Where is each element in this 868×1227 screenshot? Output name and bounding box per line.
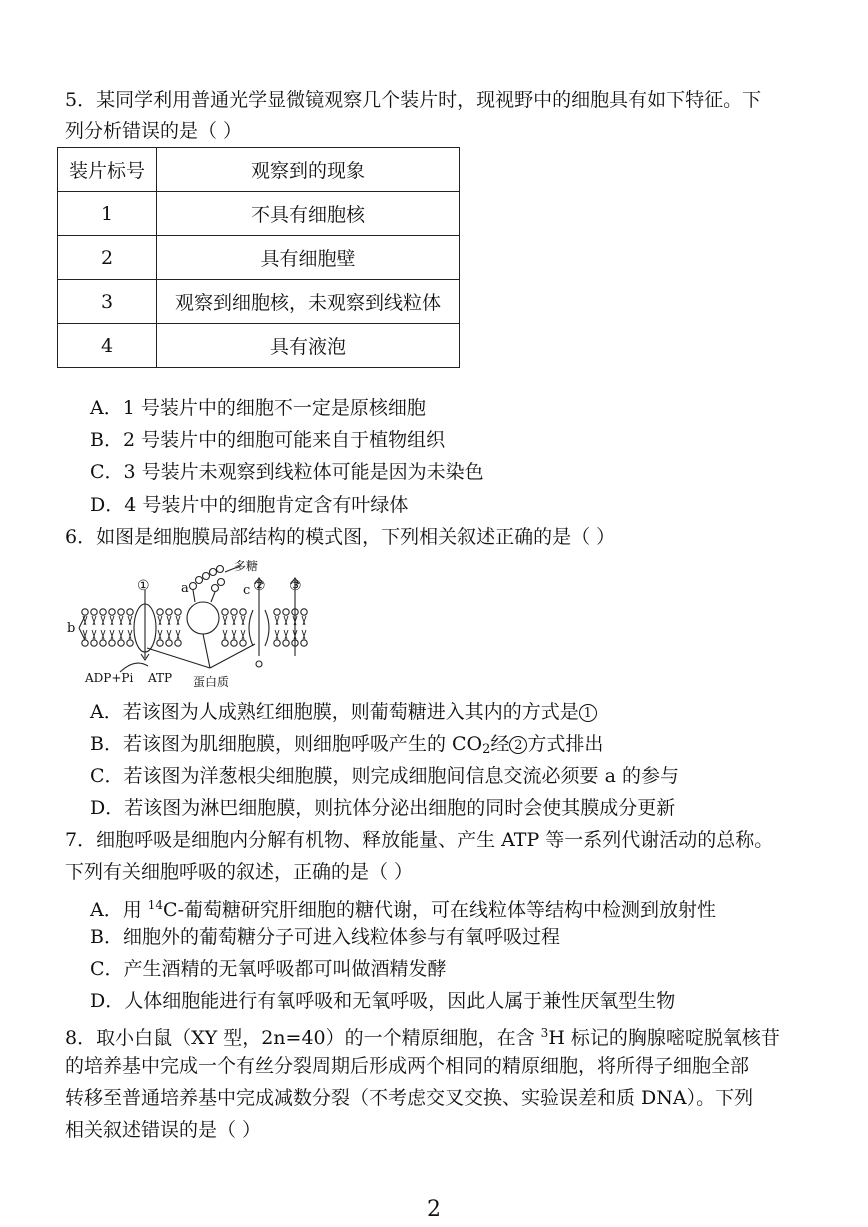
q8-line4: 相关叙述错误的是（ ） [65, 1119, 262, 1141]
q6-option-b-post: 方式排出 [527, 733, 604, 755]
q6-stem: 6．如图是细胞膜局部结构的模式图，下列相关叙述正确的是（ ） [65, 526, 616, 548]
q5-option-d: D．4 号装片中的细胞肯定含有叶绿体 [90, 494, 409, 516]
glycoprotein-a [187, 602, 219, 634]
label-a: a [181, 581, 189, 596]
q5-option-b: B．2 号装片中的细胞可能来自于植物组织 [90, 429, 446, 451]
q8-line2: 的培养基中完成一个有丝分裂周期后形成两个相同的精原细胞，将所得子细胞全部 [65, 1055, 750, 1077]
cell-membrane-diagram [65, 560, 325, 688]
table-cell: 观察到细胞核，未观察到线粒体 [157, 280, 460, 324]
q8-line1 [65, 1021, 780, 1050]
table-cell: 2 [58, 236, 157, 280]
circled-number-1: 1 [579, 704, 597, 722]
label-adp: ADP+Pi [85, 671, 134, 685]
label-3: ③ [289, 578, 302, 594]
polysaccharide-chain [190, 566, 225, 592]
q8-line3: 转移至普通培养基中完成减数分裂（不考虑交叉交换、实验误差和质 DNA）。下列 [65, 1087, 754, 1109]
table-cell: 1 [58, 192, 157, 236]
table-header-cell: 装片标号 [58, 148, 157, 192]
q6-option-a [90, 700, 597, 724]
q7-option-b: B．细胞外的葡萄糖分子可进入线粒体参与有氧呼吸过程 [90, 926, 560, 948]
label-atp: ATP [148, 671, 173, 685]
q8-line1-post: H 标记的胸腺嘧啶脱氧核苷 [548, 1027, 780, 1049]
q6-option-b [90, 732, 603, 762]
q7-option-a-text: A．用 [90, 899, 148, 921]
q7-stem-line1: 7．细胞呼吸是细胞内分解有机物、释放能量、产生 ATP 等一系列代谢活动的总称。 [65, 829, 774, 851]
q5-stem-line1: 5．某同学利用普通光学显微镜观察几个装片时，现视野中的细胞具有如下特征。下 [65, 89, 762, 111]
table-row [58, 324, 460, 368]
table-cell: 4 [58, 324, 157, 368]
q7-option-c: C．产生酒精的无氧呼吸都可叫做酒精发酵 [90, 958, 447, 980]
superscript: 14 [147, 898, 164, 912]
subscript: 2 [482, 742, 491, 757]
q6-option-b-mid: 经 [490, 733, 510, 755]
table-header-cell: 观察到的现象 [157, 148, 460, 192]
label-1: ① [137, 578, 150, 594]
table-row [58, 192, 460, 236]
table-cell: 具有液泡 [157, 324, 460, 368]
label-b: b [67, 621, 76, 636]
q5-stem-line2: 列分析错误的是（ ） [65, 120, 243, 142]
q8-line1-text: 8．取小白鼠（XY 型，2n=40）的一个精原细胞，在含 [65, 1027, 541, 1049]
q5-option-a: A．1 号装片中的细胞不一定是原核细胞 [90, 397, 426, 419]
label-2: ② [253, 578, 266, 594]
q7-option-d: D．人体细胞能进行有氧呼吸和无氧呼吸，因此人属于兼性厌氧型生物 [90, 990, 676, 1012]
label-polysaccharide: 多糖 [234, 560, 259, 573]
phospholipid-heads-lower [82, 640, 307, 646]
q6-option-a-text: A．若该图为人成熟红细胞膜，则葡萄糖进入其内的方式是 [90, 701, 579, 723]
q7-option-a [90, 893, 716, 922]
table-row [58, 236, 460, 280]
label-c: c [243, 583, 251, 598]
table-cell: 具有细胞壁 [157, 236, 460, 280]
label-protein: 蛋白质 [193, 675, 230, 688]
q7-option-a-post: C-葡萄糖研究肝细胞的糖代谢，可在线粒体等结构中检测到放射性 [163, 899, 717, 921]
superscript: 3 [540, 1026, 549, 1040]
table-cell: 不具有细胞核 [157, 192, 460, 236]
q6-option-b-text: B．若该图为肌细胞膜，则细胞呼吸产生的 CO [90, 733, 483, 755]
q5-observation-table [57, 147, 460, 368]
circled-number-2: 2 [509, 736, 527, 754]
q7-stem-line2: 下列有关细胞呼吸的叙述，正确的是（ ） [65, 861, 414, 883]
page-number: 2 [427, 1197, 441, 1222]
q6-option-c: C．若该图为洋葱根尖细胞膜，则完成细胞间信息交流必须要 a 的参与 [90, 765, 679, 787]
q6-option-d: D．若该图为淋巴细胞膜，则抗体分泌出细胞的同时会使其膜成分更新 [90, 797, 676, 819]
q5-option-c: C．3 号装片未观察到线粒体可能是因为未染色 [90, 461, 484, 483]
table-header-row [58, 148, 460, 192]
table-row [58, 280, 460, 324]
table-cell: 3 [58, 280, 157, 324]
